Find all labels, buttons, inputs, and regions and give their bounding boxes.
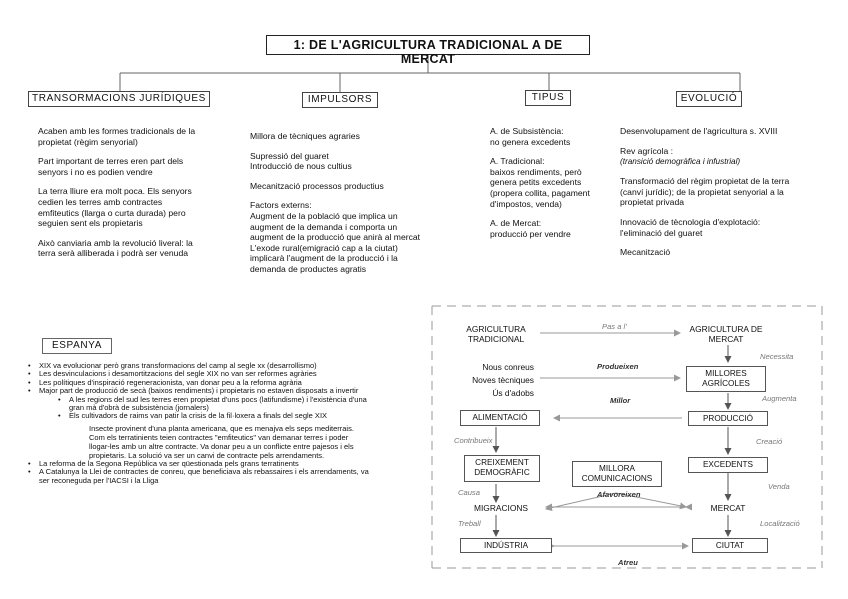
edge-label: Localització xyxy=(760,519,800,528)
node-ciutat: CIUTAT xyxy=(692,538,768,553)
node-migracions: MIGRACIONS xyxy=(474,503,528,513)
list-item: • A Catalunya la Llei de contractes de conreu, que beneficiava als rebassaires i els arrendaments, va ser reconeguda per l'IACSI i la Lliga xyxy=(25,468,370,485)
category-tipus: TIPUS xyxy=(525,90,571,106)
text-block: Mecanització processos productius xyxy=(250,180,384,191)
edge-label: Atreu xyxy=(618,558,638,567)
edge-label: Treball xyxy=(458,519,481,528)
node-mercat: MERCAT xyxy=(710,503,746,513)
node-nous-conreus: Nous conreus xyxy=(482,362,534,372)
edge-label: Produeixen xyxy=(597,362,639,371)
text-block: Millora de tècniques agraries xyxy=(250,131,360,141)
edge-label: Afavoreixen xyxy=(597,490,641,499)
text-line: A. de Mercat: xyxy=(490,218,542,229)
node-millora-comunicacions: MILLORA COMUNICACIONS xyxy=(572,461,662,487)
text-block: Innovació de tècnologia d'explotació: l'eliminació del guaret xyxy=(620,216,761,238)
text-line: Supressió del guaret xyxy=(250,150,329,161)
node-alimentacio: ALIMENTACIÓ xyxy=(460,410,540,426)
list-item: • Les desvinculacions i desamortitzacions del segle XIX no van ser reformes agràries xyxy=(25,370,370,378)
edge-label: Augmenta xyxy=(762,394,797,403)
node-millores-agricoles: MILLORES AGRÍCOLES xyxy=(686,366,766,392)
list-item: • A les regions del sud les terres eren propietat d'uns pocs (latifundisme) i l'existència d'una gran mà d'obrà de subsistència (jornalers) xyxy=(25,396,370,413)
text-block: Transformació del règim propietat de la terra (canví jurídic); de la propietat senyorial a la propietat privada xyxy=(620,176,790,208)
text-block: Acaben amb les formes tradicionals de la propietat (règim senyorial) xyxy=(38,126,196,147)
category-impulsors: IMPULSORS xyxy=(302,92,378,108)
text-line: Augment de la població que implica un augment de la demanda i comporta un augment de la producció que anirà al mercat xyxy=(250,210,421,243)
node-us-adobs: Ús d'adobs xyxy=(492,388,534,398)
node-noves-tecniques: Noves tècniques xyxy=(472,375,534,385)
espanya-heading: ESPANYA xyxy=(42,338,112,354)
node-creixement-demografic: CREIXEMENT DEMOGRÀFIC xyxy=(464,455,540,482)
text-block: La terra lliure era molt poca. Els senyors cedien les terres amb contractes emfiteutics (llarga o curta durada) pero seguien sent els propietaris xyxy=(38,186,192,229)
node-excedents: EXCEDENTS xyxy=(688,457,768,473)
text-line: (transició demogràfica i infustrial) xyxy=(620,157,741,167)
edge-label: Necessita xyxy=(760,352,794,361)
text-line: producció per vendre xyxy=(490,228,571,239)
page-title: 1: DE L'AGRICULTURA TRADICIONAL A DE MERCAT xyxy=(266,35,590,55)
edge-label: Pas a l' xyxy=(602,322,627,331)
node-industria: INDÚSTRIA xyxy=(460,538,552,553)
text-block: Desenvolupament de l'agricultura s. XVIII xyxy=(620,126,778,136)
node-agricultura-tradicional: AGRICULTURA TRADICIONAL xyxy=(466,324,526,344)
text-line: baixos rendiments, però genera petits excedents (propera collita, pagament d'impostos, venda) xyxy=(490,166,590,209)
text-line: Factors externs: xyxy=(250,200,312,211)
text-line: Introducció de nous cultius xyxy=(250,161,352,172)
category-transformacions: TRANSORMACIONS JURÍDIQUES xyxy=(28,91,210,107)
edge-label: Contribueix xyxy=(454,436,493,445)
node-produccio: PRODUCCIÓ xyxy=(688,411,768,426)
list-item: • Les polítiques d'inspiració regeneracionista, van donar peu a la reforma agrària xyxy=(25,379,370,387)
list-item: • La reforma de la Segona República va ser qüestionada pels grans terratinents xyxy=(25,460,370,468)
edge-label: Millor xyxy=(610,396,631,405)
edge-label: Venda xyxy=(768,482,790,491)
edge-label: Causa xyxy=(458,488,480,497)
text-line: L'exode rural(emigració cap a la ciutat) implicarà l'augment de la producció i la demanda de productes agratis xyxy=(250,242,398,274)
text-line: no genera excedents xyxy=(490,136,571,147)
text-line: A. de Subsistència: xyxy=(490,126,564,136)
text-line: A. Tradicional: xyxy=(490,156,545,167)
list-item: • Major part de producció de secà (baixos rendiments) i propietaris no estaven disposats a invertir xyxy=(25,387,370,395)
text-block: Això canviaria amb la revolució liveral: la terra serà alliberada i podrà ser venuda xyxy=(38,237,193,259)
list-item: • Els cultivadors de raims van patir la crisis de la fil·loxera a finals del segle XIX xyxy=(25,412,370,420)
edge-label: Creació xyxy=(756,437,783,446)
text-block: Part important de terres eren part dels senyors i no es podien vendre xyxy=(38,156,184,177)
list-item: • XIX va evolucionar però grans transformacions del camp al segle xx (desarrollismo) xyxy=(25,362,370,370)
text-block: Mecanització xyxy=(620,247,671,258)
text-line: Rev agrícola : xyxy=(620,145,674,156)
node-agricultura-mercat: AGRICULTURA DE MERCAT xyxy=(689,324,763,344)
category-evolucio: EVOLUCIÓ xyxy=(676,91,742,107)
list-item: Insecte provinent d'una planta americana, que es menajva els seps mediterrais. Com els terratinients teien contractes "emfiteutics" van demanar terres i poder llogar-les amb un altre contracte. Va donar peu a un conflicte entre pajesos i els propietaris. La solució va ser un canvi de contracte pels arrendaments. xyxy=(89,423,354,460)
